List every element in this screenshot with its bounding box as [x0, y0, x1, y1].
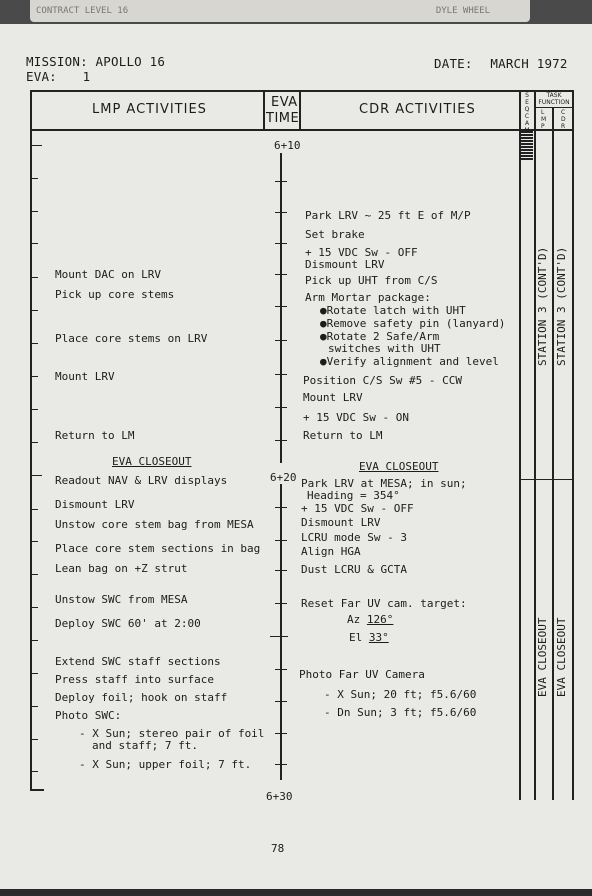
cdr-el-value: 33°	[368, 631, 389, 644]
cdr-mount-lrv: Mount LRV	[303, 391, 363, 404]
margin-tick	[30, 376, 38, 377]
time-tick	[275, 701, 287, 702]
time-tick	[275, 440, 287, 441]
lmp-photo-swc: Photo SWC:	[55, 709, 122, 722]
cdr-rotate-safe-cont: switches with UHT	[328, 342, 441, 355]
cdr-az	[347, 613, 393, 626]
cdr-remove-pin-text: Remove safety pin (lanyard)	[326, 317, 506, 330]
time-tick	[275, 212, 287, 213]
margin-tick	[30, 343, 38, 344]
time-tick	[275, 540, 287, 541]
task-closeout-cdr: EVA CLOSEOUT	[555, 617, 568, 697]
time-axis-upper	[280, 153, 282, 463]
lmp-press-staff: Press staff into surface	[55, 673, 214, 686]
margin-tick	[30, 211, 38, 212]
cdr-az-value: 126°	[366, 613, 394, 626]
margin-tick	[30, 706, 38, 707]
cdr-photo-far: Photo Far UV Camera	[299, 668, 425, 681]
mission-value: APOLLO 16	[95, 54, 166, 69]
previous-page-edge	[30, 0, 530, 22]
cdr-az-label: Az	[347, 613, 361, 626]
task-section-divider	[519, 479, 574, 480]
eva-col-left-border	[263, 90, 265, 131]
time-tick	[275, 306, 287, 307]
eva-col-right-border	[299, 90, 301, 131]
time-tick	[275, 669, 287, 670]
time-tick	[275, 603, 287, 604]
time-tick	[275, 243, 287, 244]
cdr-rotate-latch	[320, 304, 466, 317]
seq-cam-header: SEQ CAM	[524, 92, 530, 134]
lmp-eva-closeout-heading: EVA CLOSEOUT	[112, 455, 192, 468]
margin-tick	[30, 442, 38, 443]
task-station-lmp: STATION 3 (CONT'D)	[536, 246, 549, 366]
cdr-position-cs: Position C/S Sw #5 - CCW	[303, 374, 462, 387]
margin-tick	[30, 673, 38, 674]
lmp-dismount: Dismount LRV	[55, 498, 135, 511]
table-right-border	[572, 90, 574, 800]
date-label: DATE:	[434, 56, 473, 71]
seq-cam-bars	[521, 131, 533, 161]
lmp-activities-header: LMP ACTIVITIES	[92, 102, 207, 117]
time-axis-lower	[280, 484, 282, 780]
task-cdr-header: CDR	[561, 109, 566, 130]
task-function-sub-border	[534, 107, 574, 108]
cdr-park-mesa: Park LRV at MESA; in sun;	[301, 477, 467, 490]
margin-tick	[30, 145, 42, 146]
table-bottom-tick	[30, 789, 44, 791]
margin-tick	[30, 771, 38, 772]
lmp-unstow-core: Unstow core stem bag from MESA	[55, 518, 254, 531]
lmp-place-core: Place core stems on LRV	[55, 332, 208, 345]
cdr-lcru-mode: LCRU mode Sw - 3	[301, 531, 407, 544]
bullet-icon: ●	[320, 304, 327, 317]
cdr-pick-up-uht: Pick up UHT from C/S	[305, 274, 438, 287]
lmp-lean-bag: Lean bag on +Z strut	[55, 562, 188, 575]
strip-left-text: CONTRACT LEVEL 16	[36, 6, 129, 16]
date-value: MARCH 1972	[490, 56, 568, 71]
cdr-rotate-safe-text: Rotate 2 Safe/Arm	[326, 330, 440, 343]
time-tick	[275, 274, 287, 275]
cdr-xsun: - X Sun; 20 ft; f5.6/60	[324, 688, 477, 701]
lmp-readout: Readout NAV & LRV displays	[55, 474, 228, 487]
task-function-header: TASK FUNCTION	[538, 92, 570, 106]
cdr-heading: Heading = 354°	[307, 489, 400, 502]
margin-tick	[30, 475, 42, 476]
lmp-xsun-upper: - X Sun; upper foil; 7 ft.	[79, 758, 252, 771]
time-label-start: 6+10	[274, 139, 301, 152]
cdr-align-hga: Align HGA	[301, 545, 361, 558]
lmp-unstow-swc: Unstow SWC from MESA	[55, 593, 188, 606]
cdr-set-brake: Set brake	[305, 228, 365, 241]
margin-tick	[30, 178, 38, 179]
margin-tick	[30, 310, 38, 311]
margin-tick	[30, 409, 38, 410]
scan-bottom-edge	[0, 889, 592, 896]
margin-tick	[30, 574, 38, 575]
scan-top-strip	[0, 0, 592, 24]
cdr-return-lm: Return to LM	[303, 429, 383, 442]
cdr-dismount: Dismount LRV	[305, 258, 385, 271]
cdr-arm-mortar: Arm Mortar package:	[305, 291, 431, 304]
lmp-deploy-swc: Deploy SWC 60' at 2:00	[55, 617, 201, 630]
time-tick	[270, 636, 288, 637]
margin-tick	[30, 243, 38, 244]
margin-tick	[30, 739, 38, 740]
margin-tick	[30, 607, 38, 608]
cdr-el-label: El	[349, 631, 363, 644]
lmp-xsun-stereo: - X Sun; stereo pair of foil	[79, 727, 265, 740]
cdr-vdc-off-2: + 15 VDC Sw - OFF	[301, 502, 414, 515]
task-col-divider	[552, 107, 554, 800]
eva-line	[26, 70, 90, 83]
lmp-pick-up-core: Pick up core stems	[55, 288, 175, 301]
cdr-reset-far: Reset Far UV cam. target:	[301, 597, 467, 610]
cdr-vdc-on: + 15 VDC Sw - ON	[303, 411, 409, 424]
cdr-verify-text: Verify alignment and level	[326, 355, 499, 368]
mission-line	[26, 55, 165, 68]
table-top-border	[30, 90, 574, 92]
bullet-icon: ●	[320, 317, 327, 330]
lmp-mount-dac: Mount DAC on LRV	[55, 268, 161, 281]
lmp-xsun-stereo-cont: and staff; 7 ft.	[92, 739, 198, 752]
task-closeout-lmp: EVA CLOSEOUT	[536, 617, 549, 697]
time-tick	[275, 507, 287, 508]
lmp-place-sections: Place core stem sections in bag	[55, 542, 261, 555]
cdr-park-lrv: Park LRV ~ 25 ft E of M/P	[305, 209, 471, 222]
lmp-extend-swc: Extend SWC staff sections	[55, 655, 221, 668]
table-left-border	[30, 90, 32, 790]
time-tick	[275, 181, 287, 182]
margin-tick	[30, 277, 38, 278]
cdr-activities-header: CDR ACTIVITIES	[359, 102, 476, 117]
margin-tick	[30, 509, 38, 510]
time-label-end: 6+30	[266, 790, 293, 803]
mission-label: MISSION:	[26, 54, 88, 69]
eva-value: 1	[82, 69, 91, 84]
bullet-icon: ●	[320, 355, 327, 368]
cdr-remove-pin	[320, 317, 505, 330]
cdr-verify	[320, 355, 499, 368]
time-tick	[275, 570, 287, 571]
bullet-icon: ●	[320, 330, 327, 343]
date-line	[434, 57, 568, 70]
eva-time-header-line1: EVA	[271, 95, 298, 110]
cdr-vdc-off: + 15 VDC Sw - OFF	[305, 246, 418, 259]
time-tick	[275, 764, 287, 765]
time-tick	[275, 340, 287, 341]
time-label-mid: 6+20	[270, 471, 297, 484]
page-number: 78	[271, 842, 285, 855]
lmp-return-lm: Return to LM	[55, 429, 135, 442]
cdr-eva-closeout-heading: EVA CLOSEOUT	[359, 460, 439, 473]
time-tick	[275, 733, 287, 734]
cdr-el	[349, 631, 389, 644]
strip-right-text: DYLE WHEEL	[435, 6, 490, 16]
task-station-cdr: STATION 3 (CONT'D)	[555, 246, 568, 366]
margin-tick	[30, 640, 38, 641]
eva-time-header-line2: TIME	[266, 111, 300, 126]
time-tick	[275, 407, 287, 408]
lmp-mount-lrv: Mount LRV	[55, 370, 115, 383]
time-tick	[275, 374, 287, 375]
task-lmp-header: LMP	[541, 109, 547, 130]
cdr-dnsun: - Dn Sun; 3 ft; f5.6/60	[324, 706, 477, 719]
margin-tick	[30, 541, 38, 542]
eva-label: EVA:	[26, 69, 57, 84]
cdr-dust: Dust LCRU & GCTA	[301, 563, 407, 576]
seq-cam-left-border	[519, 90, 521, 800]
cdr-dismount-2: Dismount LRV	[301, 516, 381, 529]
cdr-rotate-latch-text: Rotate latch with UHT	[326, 304, 466, 317]
table-header-bottom-border	[30, 129, 574, 131]
lmp-deploy-foil: Deploy foil; hook on staff	[55, 691, 228, 704]
